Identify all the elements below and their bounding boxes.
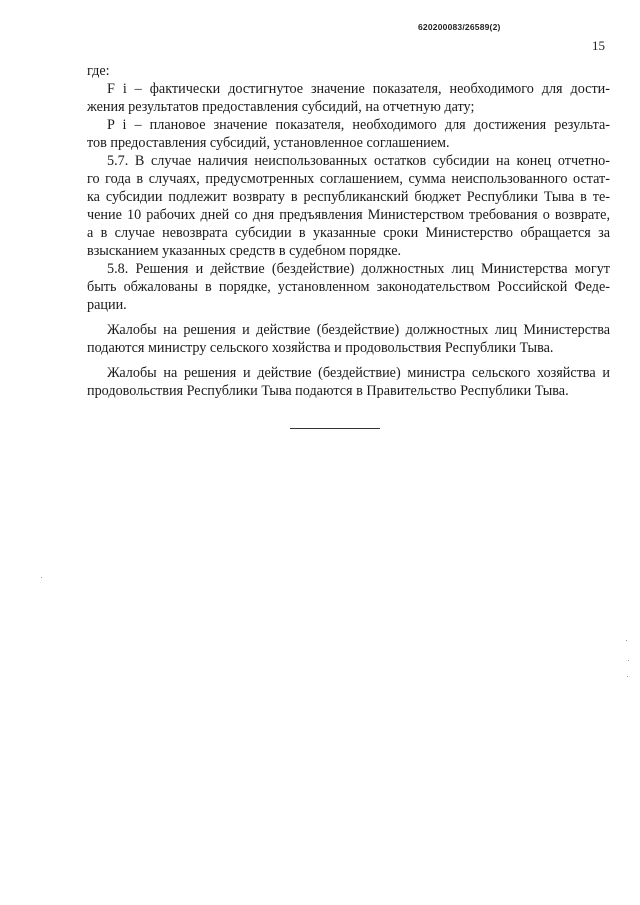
scan-artifact [628,660,629,661]
text-line: го года в случаях, предусмотренных соглашением, сумма неиспользованного остат- [87,171,610,187]
text-line: рации. [87,297,127,313]
text-line: 5.8. Решения и действие (бездействие) должностных лиц Министерства могут [107,261,610,277]
end-of-document-rule [290,428,380,429]
document-code: 620200083/26589(2) [418,22,501,32]
text-line: ка субсидии подлежит возврату в республиканский бюджет Республики Тыва в те- [87,189,610,205]
where-label: где: [87,63,110,79]
text-line: быть обжалованы в порядке, установленном законодательством Российской Феде- [87,279,610,295]
paragraph-pi-definition [87,116,610,152]
text-line: Жалобы на решения и действие (бездействие) министра сельского хозяйства и [107,365,610,381]
complaint-paragraph-1 [87,321,610,357]
text-line: P i – плановое значение показателя, необходимого для достижения результа- [107,117,610,133]
text-line: F i – фактически достигнутое значение показателя, необходимого для дости- [107,81,610,97]
scan-artifact [626,640,627,641]
text-line: 5.7. В случае наличия неиспользованных остатков субсидии на конец отчетно- [107,153,610,169]
complaint-paragraph-2 [87,364,610,400]
document-body [87,62,610,400]
scan-artifact [627,676,628,677]
text-line: тов предоставления субсидий, установленное соглашением. [87,135,450,151]
text-line: продовольствия Республики Тыва подаются в Правительство Республики Тыва. [87,383,569,399]
text-line: а в случае невозврата субсидии в указанные сроки Министерство обращается за [87,225,610,241]
text-line: чение 10 рабочих дней со дня предъявления Министерством требования о возврате, [87,207,610,223]
clause-5-7 [87,152,610,260]
text-line: взысканием указанных средств в судебном порядке. [87,243,402,259]
paragraph-fi-definition [87,80,610,116]
text-line: жения результатов предоставления субсидий, на отчетную дату; [87,99,475,115]
scan-artifact [41,577,42,578]
page-number: 15 [592,38,605,53]
text-line: Жалобы на решения и действие (бездействие) должностных лиц Министерства [107,322,610,338]
clause-5-8 [87,260,610,314]
text-line: подаются министру сельского хозяйства и продовольствия Республики Тыва. [87,340,554,356]
